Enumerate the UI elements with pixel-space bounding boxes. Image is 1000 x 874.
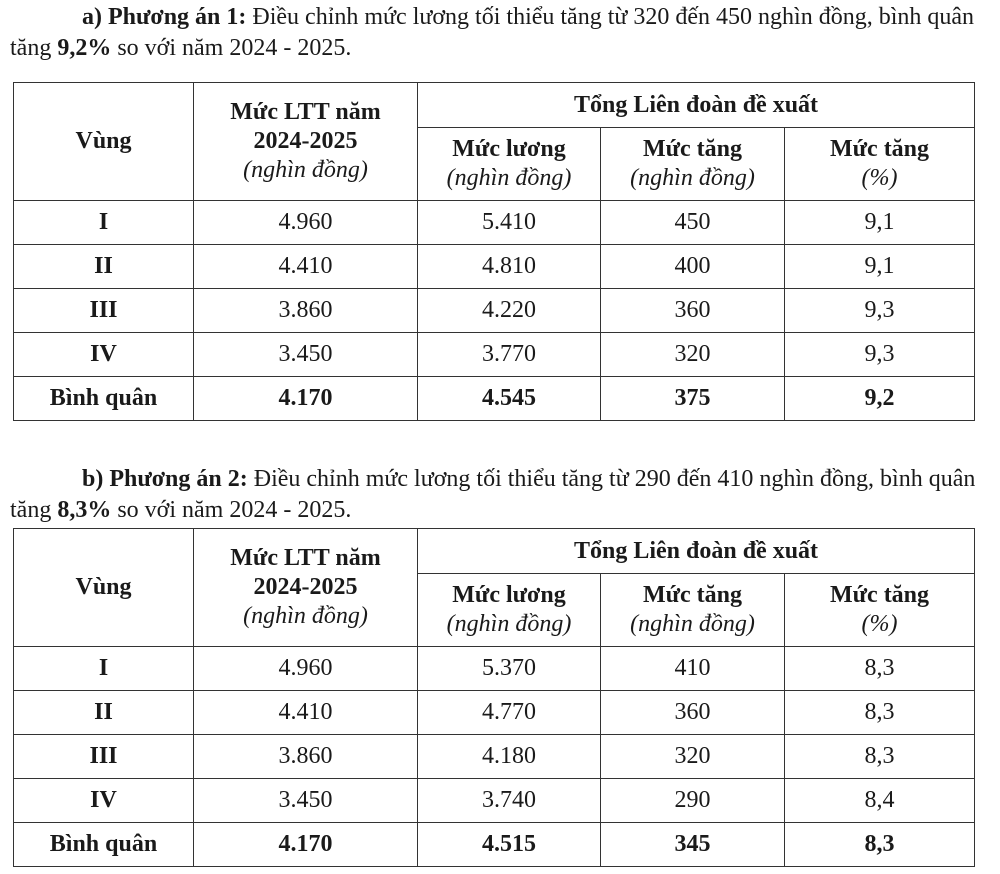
increase-cell: 400 xyxy=(601,245,785,289)
increase-pct-header-label: Mức tăng xyxy=(829,136,930,162)
increase-pct-cell: 8,3 xyxy=(785,647,975,691)
option-1-table xyxy=(13,82,975,421)
average-increase: 345 xyxy=(601,823,785,867)
base-wage-cell: 4.410 xyxy=(194,691,418,735)
base-wage-cell: 3.860 xyxy=(194,289,418,333)
increase-header xyxy=(601,574,785,647)
table-row xyxy=(14,289,975,333)
region-cell: III xyxy=(14,735,194,779)
average-row xyxy=(14,823,975,867)
increase-pct-cell: 9,3 xyxy=(785,333,975,377)
increase-header-label: Mức tăng xyxy=(642,582,743,608)
table-row xyxy=(14,245,975,289)
wage-cell: 5.410 xyxy=(418,201,601,245)
region-cell: I xyxy=(14,201,194,245)
base-wage-header-line1: Mức LTT năm xyxy=(230,99,381,125)
option-2-text-1: Điều chỉnh mức lương tối thiểu tăng từ 290 đến 410 nghìn đồng, bình quân tăng xyxy=(10,466,976,523)
wage-cell: 4.220 xyxy=(418,289,601,333)
increase-pct-cell: 8,3 xyxy=(785,735,975,779)
option-1-text-1: Điều chỉnh mức lương tối thiểu tăng từ 320 đến 450 nghìn đồng, bình quân tăng xyxy=(10,4,975,61)
average-increase-pct: 8,3 xyxy=(785,823,975,867)
wage-header xyxy=(418,574,601,647)
region-header: Vùng xyxy=(14,83,194,201)
option-2-label: b) Phương án 2: xyxy=(82,466,248,492)
proposal-group-header: Tổng Liên đoàn đề xuất xyxy=(418,83,975,128)
table-row xyxy=(14,201,975,245)
wage-cell: 3.740 xyxy=(418,779,601,823)
wage-cell: 4.180 xyxy=(418,735,601,779)
region-cell: IV xyxy=(14,333,194,377)
increase-unit: (nghìn đồng) xyxy=(630,165,755,191)
increase-cell: 360 xyxy=(601,691,785,735)
increase-pct-cell: 9,3 xyxy=(785,289,975,333)
increase-pct-unit: (%) xyxy=(861,611,898,637)
base-wage-cell: 3.450 xyxy=(194,779,418,823)
increase-pct-unit: (%) xyxy=(861,165,898,191)
table-header-row xyxy=(14,529,975,574)
increase-cell: 410 xyxy=(601,647,785,691)
option-2-average-percent: 8,3% xyxy=(57,497,112,523)
base-wage-cell: 3.860 xyxy=(194,735,418,779)
increase-pct-header xyxy=(785,574,975,647)
average-label: Bình quân xyxy=(14,823,194,867)
increase-pct-header xyxy=(785,128,975,201)
base-wage-header-line2: 2024-2025 xyxy=(253,128,358,154)
average-increase: 375 xyxy=(601,377,785,421)
proposal-group-header: Tổng Liên đoàn đề xuất xyxy=(418,529,975,574)
wage-header xyxy=(418,128,601,201)
wage-unit: (nghìn đồng) xyxy=(446,611,572,637)
average-wage: 4.545 xyxy=(418,377,601,421)
wage-cell: 3.770 xyxy=(418,333,601,377)
table-row xyxy=(14,647,975,691)
increase-header-label: Mức tăng xyxy=(642,136,743,162)
increase-pct-cell: 8,3 xyxy=(785,691,975,735)
table-header-row xyxy=(14,83,975,128)
wage-unit: (nghìn đồng) xyxy=(446,165,572,191)
increase-cell: 320 xyxy=(601,735,785,779)
average-base-wage: 4.170 xyxy=(194,823,418,867)
wage-cell: 4.770 xyxy=(418,691,601,735)
option-2-table xyxy=(13,528,975,867)
increase-cell: 450 xyxy=(601,201,785,245)
option-1-average-percent: 9,2% xyxy=(57,35,112,61)
average-label: Bình quân xyxy=(14,377,194,421)
wage-header-label: Mức lương xyxy=(452,582,566,608)
region-cell: III xyxy=(14,289,194,333)
base-wage-cell: 4.960 xyxy=(194,647,418,691)
increase-pct-cell: 9,1 xyxy=(785,245,975,289)
base-wage-header-line1: Mức LTT năm xyxy=(230,545,381,571)
average-wage: 4.515 xyxy=(418,823,601,867)
base-wage-cell: 4.410 xyxy=(194,245,418,289)
increase-pct-cell: 8,4 xyxy=(785,779,975,823)
wage-cell: 4.810 xyxy=(418,245,601,289)
average-base-wage: 4.170 xyxy=(194,377,418,421)
base-wage-cell: 3.450 xyxy=(194,333,418,377)
option-1-text-2: so với năm 2024 - 2025. xyxy=(111,35,352,61)
region-header: Vùng xyxy=(14,529,194,647)
option-1-label: a) Phương án 1: xyxy=(82,4,247,30)
wage-cell: 5.370 xyxy=(418,647,601,691)
base-wage-unit: (nghìn đồng) xyxy=(243,603,368,629)
increase-cell: 290 xyxy=(601,779,785,823)
increase-cell: 320 xyxy=(601,333,785,377)
region-cell: II xyxy=(14,691,194,735)
average-increase-pct: 9,2 xyxy=(785,377,975,421)
option-2-text-2: so với năm 2024 - 2025. xyxy=(111,497,352,523)
base-wage-header xyxy=(194,83,418,201)
region-cell: I xyxy=(14,647,194,691)
base-wage-cell: 4.960 xyxy=(194,201,418,245)
table-row xyxy=(14,333,975,377)
option-2-paragraph xyxy=(10,464,995,526)
wage-header-label: Mức lương xyxy=(452,136,566,162)
base-wage-header xyxy=(194,529,418,647)
table-row xyxy=(14,691,975,735)
increase-cell: 360 xyxy=(601,289,785,333)
base-wage-header-line2: 2024-2025 xyxy=(253,574,358,600)
table-row xyxy=(14,735,975,779)
table-row xyxy=(14,779,975,823)
option-1-paragraph xyxy=(10,2,995,64)
increase-pct-header-label: Mức tăng xyxy=(829,582,930,608)
base-wage-unit: (nghìn đồng) xyxy=(243,157,368,183)
region-cell: IV xyxy=(14,779,194,823)
average-row xyxy=(14,377,975,421)
increase-unit: (nghìn đồng) xyxy=(630,611,755,637)
increase-header xyxy=(601,128,785,201)
increase-pct-cell: 9,1 xyxy=(785,201,975,245)
region-cell: II xyxy=(14,245,194,289)
